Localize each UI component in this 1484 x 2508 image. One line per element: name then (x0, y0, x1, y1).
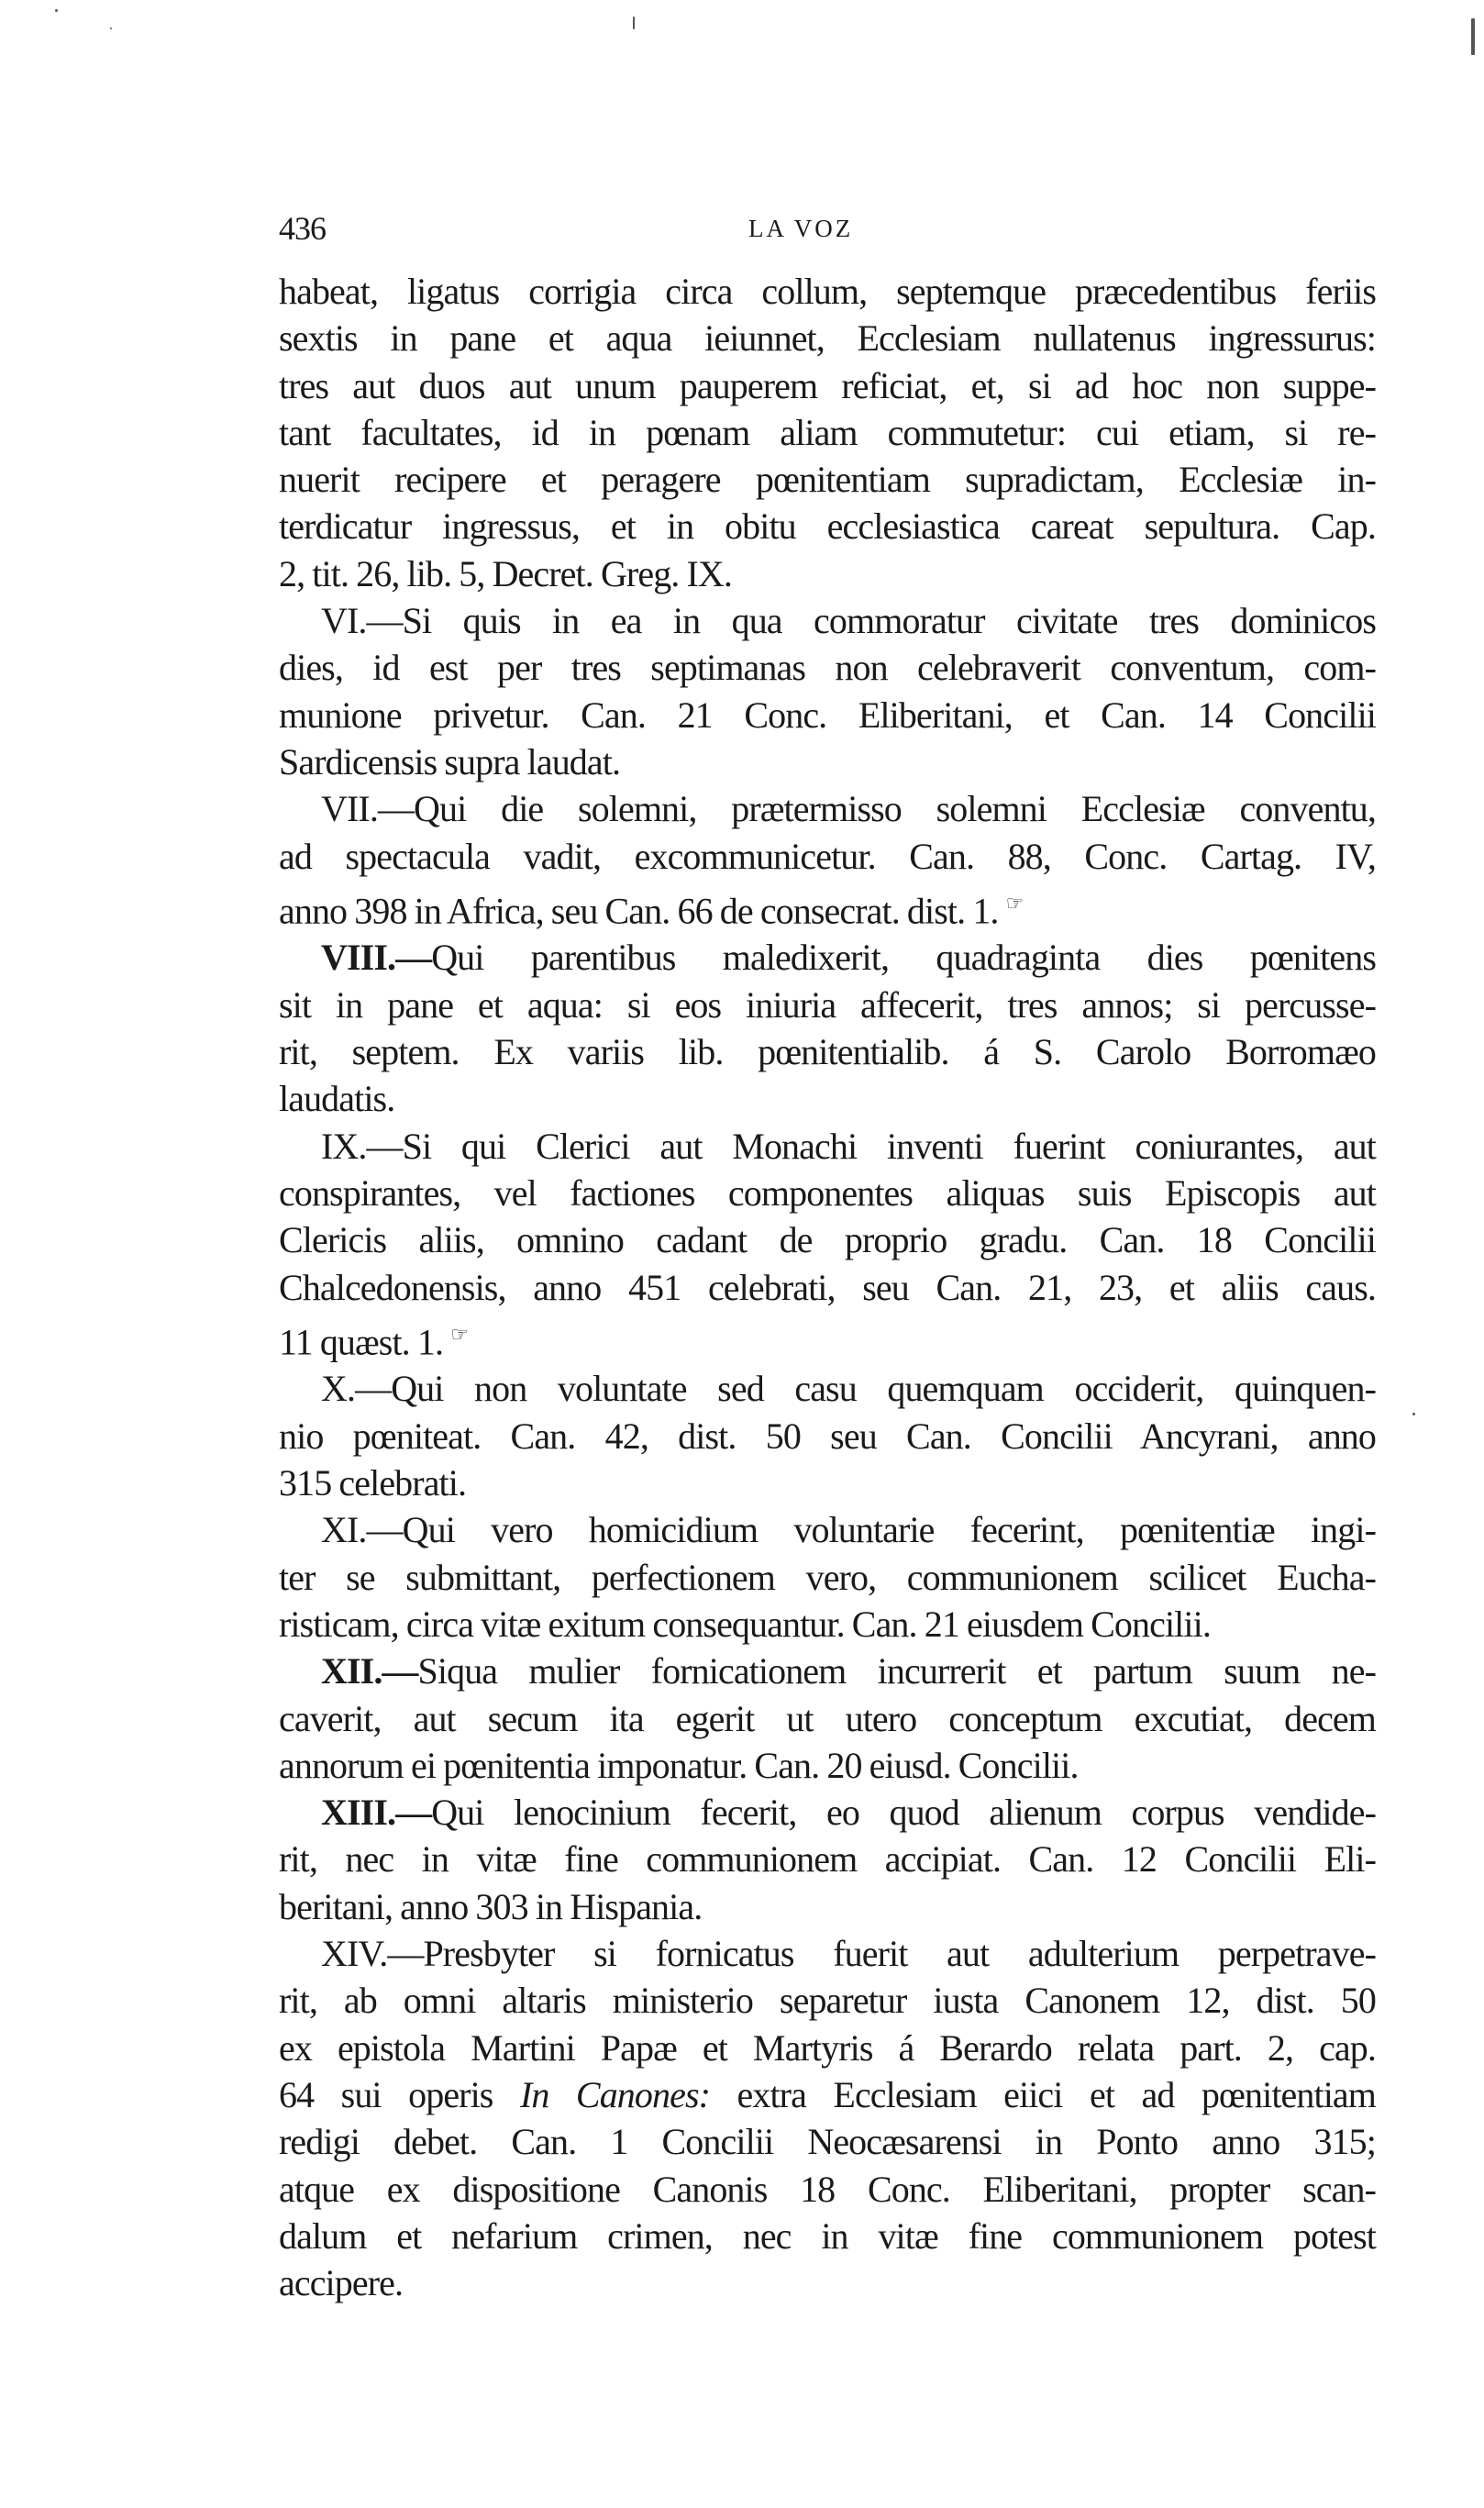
text-span: Siqua mulier fornicationem incurrerit et partum suum ne- (417, 1650, 1376, 1692)
text-span: extra Ecclesiam eiici et ad pœnitentiam (710, 2073, 1376, 2115)
italic-title: In Canones: (519, 2073, 711, 2115)
text-line (279, 1648, 1376, 1694)
scan-artifact (110, 28, 112, 29)
text-line (279, 1311, 1376, 1366)
text-span: Si qui Clerici aut Monachi inventi fuerint coniurantes, aut (402, 1125, 1376, 1167)
text-line: terdicatur ingressus, et in obitu ecclesiastica careat sepultura. Cap. (279, 505, 1376, 548)
text-line (279, 597, 1376, 644)
text-line (279, 880, 1376, 935)
text-line (279, 2071, 1376, 2118)
text-line (279, 785, 1376, 832)
body-text (279, 268, 1376, 2306)
scan-artifact (633, 17, 635, 29)
section-numeral: XI.— (321, 1509, 403, 1551)
text-line: laudatis. (279, 1078, 395, 1120)
section-numeral: XIV.— (321, 1933, 424, 1975)
text-line: beritani, anno 303 in Hispania. (279, 1885, 703, 1927)
section-numeral: VIII.— (321, 937, 432, 979)
text-line: Chalcedonensis, anno 451 celebrati, seu Can. 21, 23, et aliis caus. (279, 1266, 1376, 1308)
text-line: nio pœniteat. Can. 42, dist. 50 seu Can. Concilii Ancyrani, anno (279, 1415, 1376, 1457)
text-span: Qui lenocinium fecerit, eo quod alienum corpus vendide- (431, 1792, 1376, 1834)
scan-artifact (1471, 18, 1475, 55)
text-line (279, 1930, 1376, 1977)
text-line: conspirantes, vel factiones componentes aliquas suis Episcopis aut (279, 1171, 1376, 1214)
text-span: Qui vero homicidium voluntarie fecerint, pœnitentiæ ingi- (402, 1509, 1376, 1551)
text-line: accipere. (279, 2262, 404, 2304)
text-line: caverit, aut secum ita egerit ut utero conceptum excutiat, decem (279, 1697, 1376, 1739)
text-span: Presbyter si fornicatus fuerit aut adulterium perpetrave- (423, 1933, 1376, 1975)
text-line: nuerit recipere et peragere pœnitentiam supradictam, Ecclesiæ in- (279, 459, 1376, 501)
text-line (279, 1789, 1376, 1836)
text-line: annorum ei pœnitentia imponatur. Can. 20 eiusd. Concilii. (279, 1744, 1079, 1786)
section-numeral: IX.— (321, 1125, 403, 1167)
text-line (279, 1123, 1376, 1170)
pointing-hand-mark-icon: ☞ (1005, 891, 1024, 915)
section-numeral: XIII.— (321, 1792, 432, 1834)
text-span: Qui parentibus maledixerit, quadraginta dies pœnitens (431, 937, 1376, 979)
text-span: Qui non voluntate sed casu quemquam occiderit, quinquen- (391, 1368, 1376, 1410)
text-span: Si quis in ea in qua commoratur civitate tres dominicos (402, 600, 1376, 642)
text-span: 11 quæst. 1. (279, 1321, 444, 1363)
text-span: Qui die solemni, prætermisso solemni Ecclesiæ conventu, (414, 788, 1376, 830)
scan-artifact (55, 9, 58, 12)
text-line: rit, nec in vitæ fine communionem accipiat. Can. 12 Concilii Eli- (279, 1838, 1376, 1881)
pointing-hand-mark-icon: ☞ (450, 1322, 469, 1346)
text-line: Clericis aliis, omnino cadant de proprio gradu. Can. 18 Concilii (279, 1219, 1376, 1261)
text-line: 315 celebrati. (279, 1462, 467, 1504)
text-line: tres aut duos aut unum pauperem reficiat, et, si ad hoc non suppe- (279, 364, 1376, 406)
text-line (279, 1365, 1376, 1412)
text-span: 64 sui operis (279, 2073, 520, 2115)
text-line: ter se submittant, perfectionem vero, communionem scilicet Eucha- (279, 1556, 1376, 1598)
text-span: anno 398 in Africa, seu Can. 66 de consecrat. dist. 1. (279, 890, 999, 932)
paragraph-IX (279, 1123, 1376, 1366)
text-line (279, 1506, 1376, 1553)
text-line: dies, id est per tres septimanas non celebraverit conventum, com- (279, 647, 1376, 689)
text-line: Sardicensis supra laudat. (279, 740, 621, 782)
page-number: 436 (279, 210, 326, 247)
text-line: atque ex dispositione Canonis 18 Conc. Eliberitani, propter scan- (279, 2168, 1376, 2210)
section-numeral: VI.— (321, 600, 403, 642)
paragraph-XII (279, 1648, 1376, 1789)
running-title: LA VOZ (748, 215, 854, 242)
text-line: sit in pane et aqua: si eos iniuria affecerit, tres annos; si percusse- (279, 983, 1376, 1026)
section-numeral: X.— (321, 1368, 392, 1410)
paragraph-continuation (279, 268, 1376, 597)
text-line: tant facultates, id in pœnam aliam commutetur: cui etiam, si re- (279, 411, 1376, 453)
text-line: redigi debet. Can. 1 Concilii Neocæsarensi in Ponto anno 315; (279, 2121, 1376, 2163)
scan-artifact (1412, 1413, 1415, 1415)
paragraph-VIII (279, 934, 1376, 1122)
section-numeral: XII.— (321, 1650, 418, 1692)
text-line: ex epistola Martini Papæ et Martyris á Berardo relata part. 2, cap. (279, 2026, 1376, 2069)
text-line: sextis in pane et aqua ieiunnet, Ecclesiam nullatenus ingressurus: (279, 317, 1376, 360)
paragraph-VI (279, 597, 1376, 785)
text-line: risticam, circa vitæ exitum consequantur. Can. 21 eiusdem Concilii. (279, 1603, 1211, 1645)
paragraph-XI (279, 1506, 1376, 1648)
text-line: dalum et nefarium crimen, nec in vitæ fine communionem potest (279, 2214, 1376, 2257)
text-line: rit, ab omni altaris ministerio separetur iusta Canonem 12, dist. 50 (279, 1980, 1376, 2022)
paragraph-XIII (279, 1789, 1376, 1930)
paragraph-VII (279, 785, 1376, 934)
text-line: munione privetur. Can. 21 Conc. Eliberitani, et Can. 14 Concilii (279, 694, 1376, 736)
paragraph-XIV (279, 1930, 1376, 2306)
text-line: rit, septem. Ex variis lib. pœnitentialib. á S. Carolo Borromæo (279, 1031, 1376, 1073)
text-line: 2, tit. 26, lib. 5, Decret. Greg. IX. (279, 552, 733, 594)
paragraph-X (279, 1365, 1376, 1506)
text-line: ad spectacula vadit, excommunicetur. Can. 88, Conc. Cartag. IV, (279, 835, 1376, 877)
text-line: habeat, ligatus corrigia circa collum, septemque præcedentibus feriis (279, 271, 1376, 312)
section-numeral: VII.— (321, 788, 415, 830)
page-header (279, 209, 1376, 255)
text-line (279, 934, 1376, 981)
